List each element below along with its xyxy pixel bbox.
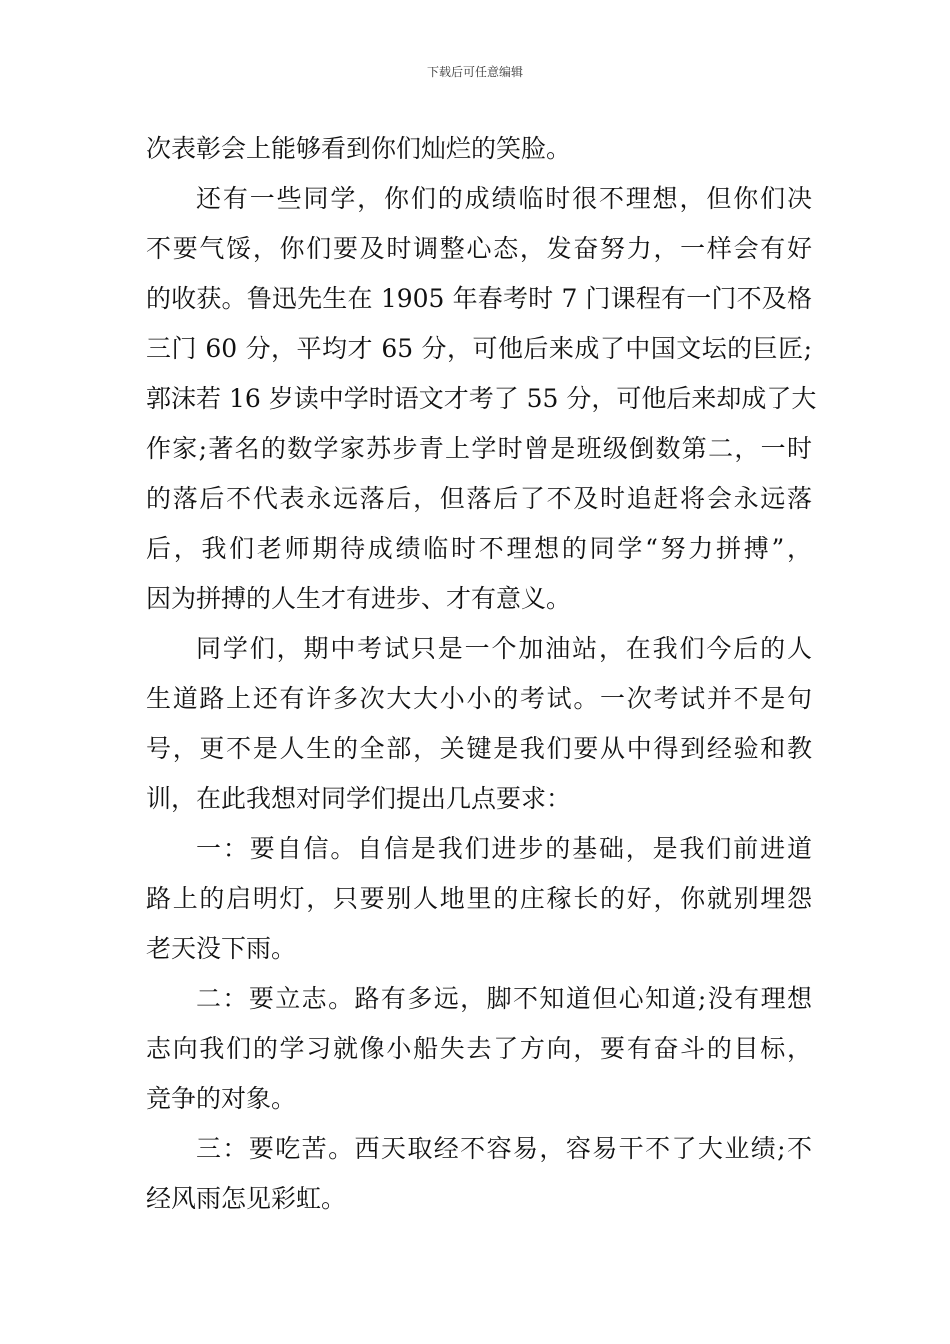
text-line: 竞争的对象。 (146, 1084, 297, 1113)
text-line: 经风雨怎见彩虹。 (146, 1184, 347, 1213)
text-line: 次表彰会上能够看到你们灿烂的笑脸。 (146, 134, 572, 163)
page-header: 下载后可任意编辑 (426, 65, 523, 79)
text-line: 生道路上还有许多次大大小小的考试。一次考试并不是句 (146, 684, 812, 713)
text-line: 训，在此我想对同学们提出几点要求： (146, 784, 572, 813)
text-line: 老天没下雨。 (146, 934, 297, 963)
text-line: 不要气馁，你们要及时调整心态，发奋努力，一样会有好 (146, 234, 812, 263)
text-line: 路上的启明灯，只要别人地里的庄稼长的好，你就别埋怨 (146, 884, 812, 913)
text-line: 二：要立志。路有多远，脚不知道但心知道;没有理想 (196, 984, 812, 1013)
text-line: 作家;著名的数学家苏步青上学时曾是班级倒数第二，一时 (146, 434, 812, 463)
text-line: 还有一些同学，你们的成绩临时很不理想，但你们决 (196, 184, 812, 213)
text-line: 郭沫若 16 岁读中学时语文才考了 55 分，可他后来却成了大 (146, 384, 817, 413)
text-line: 号，更不是人生的全部，关键是我们要从中得到经验和教 (146, 734, 812, 763)
text-line: 同学们，期中考试只是一个加油站，在我们今后的人 (196, 634, 812, 663)
document-body (146, 124, 817, 1224)
text-line: 一：要自信。自信是我们进步的基础，是我们前进道 (196, 834, 812, 863)
text-line: 三门 60 分，平均才 65 分，可他后来成了中国文坛的巨匠; (146, 334, 812, 363)
text-line: 三：要吃苦。西天取经不容易，容易干不了大业绩;不 (196, 1134, 812, 1163)
text-line: 的收获。鲁迅先生在 1905 年春考时 7 门课程有一门不及格 (146, 284, 812, 313)
text-line: 的落后不代表永远落后，但落后了不及时追赶将会永远落 (146, 484, 812, 513)
text-line: 因为拼搏的人生才有进步、才有意义。 (146, 584, 572, 613)
text-line: 志向我们的学习就像小船失去了方向，要有奋斗的目标， (146, 1034, 812, 1063)
text-line: 后，我们老师期待成绩临时不理想的同学“努力拼搏”， (146, 534, 812, 563)
